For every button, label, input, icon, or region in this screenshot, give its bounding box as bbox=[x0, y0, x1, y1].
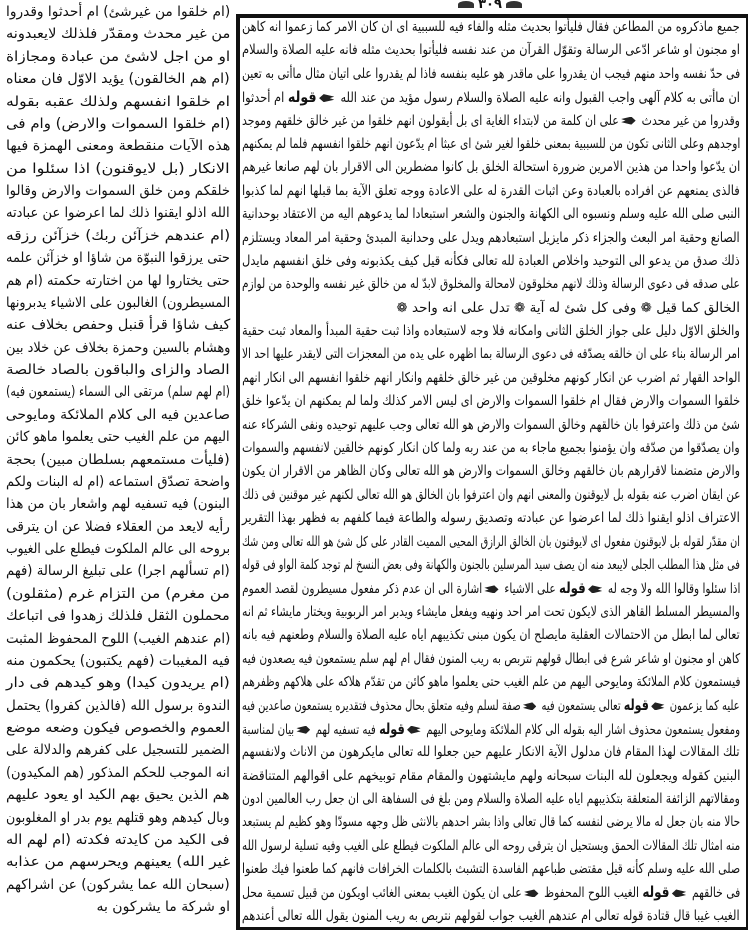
text-segment: بيان لمناسبة bbox=[241, 721, 295, 738]
line-content bbox=[242, 718, 740, 742]
text-segment: والخلق الاوّل دليل على جواز الخلق الثانى وامكانه فلا وجه لاستبعاده واذا ثبت حقية المبدأ والمعاد ثبت حقية bbox=[242, 323, 740, 340]
margin-text: الانكار (بل لايوقنون) اذا سئلوا من bbox=[6, 160, 230, 177]
page-number: ٣٠٩ bbox=[478, 0, 502, 12]
line-content bbox=[242, 367, 740, 390]
ornament-close-icon bbox=[484, 585, 498, 593]
margin-text: الصاد والزاى والباقون بالصاد خالصة bbox=[6, 362, 230, 378]
text-segment: صلى الله عليه وسلم كأنه قيل مقتضى طباعهم الفاسدة التشبث بالكلمات الخرافات فانهم كما طعنوا فيك طعنوا bbox=[241, 861, 740, 878]
main-text-line bbox=[242, 250, 740, 273]
ornament-icon bbox=[506, 1, 522, 8]
text-segment: جميع ماذكروه من المطاعن فقال فليأتوا بحديث مثله والفاء فيه للسببية اى ان كان الامر كما زعموا انه كاهن bbox=[242, 19, 740, 35]
text-segment: فى مثل هذا المطلب الجلى لايبعد منه ان يصف سيد المرسلين بالجنون والكهانة وفى بعض النسخ لم توجد كلمة الواو فى قوله bbox=[242, 556, 740, 573]
text-segment: كاهن او مجنون او شاعر شرع فى ابطال قولهم نتربص به ريب المنون فقال ام لهم سلم يستمعون فيه يصعدون فيه bbox=[241, 650, 740, 667]
line-content bbox=[242, 133, 740, 156]
text-segment: ام أحدثوا bbox=[242, 90, 285, 107]
line-content bbox=[242, 460, 740, 483]
line-content bbox=[242, 671, 740, 694]
margin-text: واضحة تصدّق استماعه (ام له البنات ولكم bbox=[5, 473, 230, 490]
text-segment: النبى صلى الله عليه وسلم ونسبوه الى الكهانة والجنون والشعر استبعادا لما يدعوهم اليه من الاعتقاد بوحدانية bbox=[241, 206, 740, 223]
main-text-line bbox=[242, 484, 740, 507]
main-text-line bbox=[242, 858, 740, 881]
margin-text: وبال كيدهم وهو قتلهم يوم بدر او المغلوبون bbox=[6, 809, 230, 826]
margin-text: هم الذين يحيق بهم الكيد او يعود عليهم bbox=[6, 787, 230, 804]
line-content bbox=[242, 39, 740, 62]
line-content bbox=[242, 811, 740, 834]
line-content bbox=[242, 110, 740, 133]
main-text-line bbox=[242, 835, 740, 858]
margin-text: البنون) فيه تسفيه لهم واشعار بان من هذا bbox=[6, 496, 230, 513]
margin-text: الله اذلو ايقنوا ذلك لما اعرضوا عن عبادته bbox=[6, 205, 230, 222]
text-segment: الواحد القهار ثم اضرب عن انكار كونهم مخلوقين من غير خالق خلقهم وانكار انهم خلقوا انفسهم الى انكار انهم bbox=[241, 369, 740, 386]
lemma-heading: قوله bbox=[642, 883, 670, 902]
text-segment: تعالى يستمعون فيه bbox=[541, 698, 622, 715]
line-content bbox=[242, 858, 740, 881]
main-text-line bbox=[242, 554, 740, 577]
text-segment: اوجدهم وعلى الثانى تكون من للسببية بمعنى خلقوا لغير شئ اى عبثا ام يدّعون انهم خلقوا انفسهم فلما لم يمكنهم bbox=[241, 135, 740, 152]
text-segment: فالذى يمنعهم عن افراده بالعبادة وعن اثبات القدرة له على الاعادة ووجه تعلق الآية بما قبلها انهم لما كذبوا bbox=[242, 182, 740, 199]
text-segment: امر الرسالة بناء على ان خالقه يصدّقه فى دعوى الرسالة بما اظهره على يده من المعجزات التى لايقدر عليها احد الا bbox=[242, 346, 740, 363]
main-text-line bbox=[242, 460, 740, 483]
margin-text: او من اجل لاشئ من عبادة ومجازاة bbox=[5, 48, 230, 65]
text-segment: منه امثال تلك المقالات الحمق ويستحيل ان يترقى روحه الى عالم الملكوت فيطلع على الغيب وفيه تسلية لرسول الله bbox=[241, 837, 740, 854]
margin-text: الندوة برسول الله (فالذين كفروا) يحتمل bbox=[5, 697, 230, 714]
margin-text: كيف شاؤا قرأ قنبل وحفص بخلاف عنه bbox=[5, 317, 230, 334]
line-content bbox=[242, 203, 740, 226]
text-segment: اذا سئلوا وقالوا الله ولا وجه له bbox=[607, 581, 740, 598]
main-text-line bbox=[242, 765, 740, 788]
ornament-icon bbox=[458, 1, 474, 8]
ornament-open-icon bbox=[407, 726, 421, 734]
text-segment: شئ من ذلك واعترفوا بان خالقهم وخالق السموات والارض هو الله تعالى وجب عليهم توحيده ونفى الشركاء عنه bbox=[242, 416, 740, 433]
main-text-line bbox=[242, 788, 740, 811]
text-segment: ومقالاتهم الزائفة المتعلقة بتكذيبهم اياه عليه الصلاة والسلام ومن بلغ فى السفاهة الى ان جعل رب العالمين ادون bbox=[242, 790, 740, 807]
text-segment: وان يصدّقوا من صدّقه وان يؤمنوا بجميع ماجاء به من عند ربه ولما كان انكار كونهم خالقين لانفسهم والسموات bbox=[242, 440, 740, 457]
main-text-line bbox=[242, 507, 740, 530]
line-content bbox=[242, 343, 740, 366]
main-text-line bbox=[242, 110, 740, 133]
line-content bbox=[242, 273, 740, 296]
text-segment: والمسيطر المسلط القاهر الذى لايكون تحت امر احد ونهيه ويفعل مايشاء ويدبر امر الربوبية ويختار مايشاء ثم انه bbox=[242, 603, 740, 620]
main-text-line bbox=[242, 648, 740, 671]
margin-text: بروحه الى عالم الملكوت فيطلع على الغيوب bbox=[6, 541, 230, 557]
ornament-close-icon bbox=[523, 702, 536, 710]
margin-text: (سبحان الله عما يشركون) عن اشراكهم bbox=[6, 876, 230, 893]
main-text-line bbox=[242, 156, 740, 179]
main-text-line bbox=[242, 343, 740, 366]
ornament-open-icon bbox=[651, 702, 664, 710]
line-content bbox=[242, 484, 740, 507]
text-segment: حالا منه بان جعل له مالا يرضى لنفسه كما قال تعالى واذا بشر احدهم بالانثى ظل وجهه مسودّا وهو كظيم لم يستبعد bbox=[241, 814, 740, 831]
margin-text: صاعدين فيه الى كلام الملائكة ومايوحى bbox=[5, 406, 230, 423]
text-segment: الخالق كما قيل ❁ وفى كل شئ له آية ❁ تدل على انه واحد ❁ bbox=[396, 299, 740, 316]
margin-text: (ام تسألهم اجرا) على تبليغ الرسالة (فهم bbox=[6, 563, 230, 580]
text-segment: ان مقدّر لقوله بل لايوقنون مفعول اى لايوقنون بان الخالق الرازق المحيى المميت القادر على كل شئ هو الله تعالى ومن شك bbox=[242, 533, 740, 550]
line-content bbox=[396, 297, 740, 320]
line-content bbox=[242, 320, 740, 343]
text-segment: تعالى لما ابطل من الاحتمالات العقلية مايصلح ان يكون مبنى تكذيبهم اياه عليه الصلاة والسلام وطعنهم فيه بانه bbox=[242, 627, 740, 644]
lemma-heading: قوله bbox=[287, 88, 317, 107]
margin-text: او شركة ما يشركون به bbox=[96, 899, 230, 915]
text-segment: والارض متضمنا لاقرارهم بان خالقهم وخالق السموات والارض هو الله تعالى وكان الظاهر من الاقرار ان يكون bbox=[241, 463, 740, 480]
margin-text: هذه الآيات منقطعة ومعنى الهمزة فيها bbox=[5, 138, 230, 155]
margin-text: غير الله) يعينهم ويحرسهم من عذابه bbox=[5, 854, 230, 871]
margin-text: (ام عندهم خزآئن ربك) خزآئن رزقه bbox=[5, 227, 230, 244]
ornament-close-icon bbox=[621, 117, 636, 125]
text-segment: خلقوا السموات والارض فقال ام خلقوا السموات والارض اى ليس الامر كذلك ولما لم يمكنهم ان يدّعوا خلق bbox=[241, 393, 740, 410]
main-text-line bbox=[242, 16, 740, 39]
text-segment: ذلك صدق من يدعو الى التوحيد واخلاص العبادة لله تعالى فكأنه قيل كيف يكذبونه وفى خلق انفسهم مايدل bbox=[242, 252, 740, 269]
main-text-line bbox=[242, 297, 740, 320]
text-segment: الصانع وحقية امر البعث والجزاء ذكر مايزيل استبعادهم ويدل على وحدانية المبدئ وحقية امر المعاد ويستلزم bbox=[242, 229, 740, 246]
text-segment: ان ماأتى به كلام آلهى واجب القبول وانه عليه الصلاة والسلام رسول مؤيد من عند الله bbox=[340, 90, 740, 107]
main-text-line bbox=[242, 180, 740, 203]
main-text-line bbox=[242, 437, 740, 460]
main-text-line bbox=[242, 367, 740, 390]
page-number-header bbox=[440, 0, 540, 14]
line-content bbox=[242, 835, 740, 858]
ornament-open-icon bbox=[588, 585, 602, 593]
margin-text: فى الكيد من كايدته فكدته (ام لهم اله bbox=[6, 831, 230, 848]
line-content bbox=[242, 16, 740, 39]
main-text-line bbox=[242, 741, 740, 764]
line-content bbox=[242, 531, 740, 554]
line-content bbox=[242, 437, 740, 460]
margin-text: وهشام بالسين وحمزة بخلاف عن خلاد بين bbox=[5, 339, 230, 356]
line-content bbox=[242, 601, 740, 624]
main-text-line bbox=[242, 811, 740, 834]
line-content bbox=[242, 227, 740, 250]
line-content bbox=[242, 390, 740, 413]
line-content bbox=[242, 554, 740, 577]
margin-text: العموم والخصوص فيكون وضعه موضع bbox=[5, 720, 230, 736]
main-text-line bbox=[242, 905, 740, 928]
margin-text: خلقكم ومن خلق السموات والارض وقالوا bbox=[5, 183, 230, 199]
ornament-close-icon bbox=[296, 726, 310, 734]
text-segment: الاعتراف اذلو ايقنوا ذلك لما اعرضوا عن عبادته وتصديق رسوله والطاعة فيما كلفهم به فظهر بهذا التقرير bbox=[242, 510, 740, 527]
text-segment: فى خالقهم bbox=[691, 885, 740, 902]
main-text-line bbox=[242, 577, 740, 600]
main-text-line bbox=[242, 414, 740, 437]
main-text-line bbox=[242, 624, 740, 647]
text-segment: وقدروا من غير محدث bbox=[641, 112, 740, 129]
margin-text: فيه المغيبات (فهم يكتبون) يحكمون منه bbox=[5, 652, 230, 669]
text-segment: فى حدّ نفسه واحد منهم فيجب ان يقدروا على ماقدر هو عليه بنفسه فاذا لم يقدروا على اتيان مثال ماأتى به تعين bbox=[241, 65, 740, 82]
main-text-line bbox=[242, 227, 740, 250]
line-content bbox=[242, 788, 740, 811]
line-content bbox=[242, 694, 740, 718]
line-content bbox=[242, 577, 740, 601]
text-segment: او مجنون او شاعر ادّعى الرسالة وتقوّل القرآن من عند نفسه فليأتوا بحديث مثله فانه عليه الصلاة والسلام bbox=[242, 42, 740, 59]
margin-text: (ام خلقوا من غيرشئ) ام أحدثوا وقدروا bbox=[5, 4, 230, 20]
lemma-heading: قوله bbox=[624, 696, 650, 715]
text-segment: على ان كلمة من لابتداء الغاية اى بل أيقولون انهم خلقوا من غير خالق خلقهم وموجد bbox=[242, 112, 619, 129]
main-text-line bbox=[242, 671, 740, 694]
margin-text: (ام لهم سلم) مرتقى الى السماء (يستمعون فيه) bbox=[6, 384, 230, 401]
text-segment: الغيب اللوح المحفوظ bbox=[543, 885, 639, 902]
lemma-heading: قوله bbox=[558, 579, 586, 598]
margin-text: ام خلقوا انفسهم ولذلك عقبه بقوله bbox=[5, 93, 230, 110]
line-content bbox=[242, 507, 740, 530]
margin-text: (ام خلقوا السموات والارض) وام فى bbox=[5, 115, 230, 132]
ornament-close-icon bbox=[524, 889, 538, 897]
line-content bbox=[242, 86, 740, 110]
margin-text: محملون الثقل فلذلك زهدوا فى اتباعك bbox=[6, 608, 230, 625]
margin-text: رأيه لايعد من العقلاء فضلا عن ان يترقى bbox=[6, 518, 230, 535]
text-segment: ومفعول يستمعون محذوف اشار اليه بقوله الى كلام الملائكة ومايوحى اليهم bbox=[426, 721, 740, 738]
text-segment: عليه كما يزعمون bbox=[670, 698, 740, 715]
margin-text: اليهم من علم الغيب حتى يعلموا ماهو كائن bbox=[6, 429, 230, 446]
main-text-line bbox=[242, 531, 740, 554]
line-content bbox=[242, 741, 740, 764]
text-segment: عن ايقان اضرب عنه بقوله بل لايوقنون والمعنى انهم وان اعترفوا بان الخالق هو الله تعالى لكنهم غير موقنين فى ذلك bbox=[241, 486, 740, 503]
line-content bbox=[242, 765, 740, 788]
main-text-line bbox=[242, 601, 740, 624]
margin-text: انه الموجب للحكم المذكور (هم المكيدون) bbox=[6, 764, 230, 781]
line-content bbox=[242, 156, 740, 179]
line-content bbox=[242, 414, 740, 437]
text-segment: على الاشياء bbox=[503, 581, 556, 598]
margin-text: حتى يختاروا لها من اختارته حكمته (ام هم bbox=[6, 272, 230, 289]
main-text-line bbox=[242, 694, 740, 717]
lemma-heading: قوله bbox=[379, 719, 405, 738]
margin-text: (ام يريدون كيدا) وهو كيدهم فى دار bbox=[6, 675, 230, 692]
text-segment: الغيب غيبا قال قتادة قوله تعالى ام عندهم الغيب جواب لقولهم نتربص به ريب المنون يقول الله تعالى أعندهم bbox=[242, 907, 740, 924]
main-text-line bbox=[242, 86, 740, 109]
text-segment: على ان يكون الغيب بمعنى الغائب اويكون من قبيل تسمية محل bbox=[241, 885, 522, 902]
line-content bbox=[242, 905, 740, 928]
main-text-line bbox=[242, 133, 740, 156]
main-commentary-column bbox=[242, 16, 740, 928]
line-content bbox=[242, 250, 740, 273]
main-text-line bbox=[242, 63, 740, 86]
line-content bbox=[242, 180, 740, 203]
main-text-line bbox=[242, 718, 740, 741]
text-segment: صفة لسلم وفيه متعلق بحال محذوف فتقديره يستمعون صاعدين فيه bbox=[242, 698, 522, 715]
margin-text: من مغرم) من التزام غرم (مثقلون) bbox=[6, 585, 230, 602]
main-text-line bbox=[242, 203, 740, 226]
margin-text: المسيطرون) الغالبون على الاشياء يدبرونها bbox=[5, 294, 230, 311]
main-text-line bbox=[242, 273, 740, 296]
text-segment: تلك المقالات لهذا المقام فان مدلول الآية الانكار عليهم حين جعلوا لله تعالى مايكرهون من الاناث ولانفسهم bbox=[242, 744, 740, 761]
line-content bbox=[242, 648, 740, 671]
main-text-line bbox=[242, 320, 740, 343]
text-segment: على صدقه فى دعوى الرسالة وذلك لانهم مخلوقون لامحالة والمخلوق لابدّ له من خالق غير نفسه والوحدة من لوازم bbox=[242, 276, 740, 293]
margin-text: من غير محدث ومقدّر فلذلك لايعبدونه bbox=[5, 26, 230, 43]
main-text-line bbox=[242, 881, 740, 904]
margin-text: الضمير للتسجيل على كفرهم والدلالة على bbox=[6, 742, 230, 759]
margin-text: حتى يرزقوا النبوّة من شاؤا او خزآئن علمه bbox=[6, 250, 230, 267]
text-segment: البنين كقوله ويجعلون لله البنات سبحانه ولهم مايشتهون والمقام مقام توبيخهم على اقوالهم المتناقضة bbox=[241, 767, 740, 784]
main-text-line bbox=[242, 39, 740, 62]
ornament-open-icon bbox=[672, 889, 686, 897]
margin-text: (ام عندهم الغيب) اللوح المحفوظ المثبت bbox=[5, 630, 230, 647]
ornament-open-icon bbox=[319, 94, 334, 102]
line-content bbox=[242, 881, 740, 905]
main-text-line bbox=[242, 390, 740, 413]
text-segment: فيستمعون كلام الملائكة ومايوحى اليهم من علم الغيب حتى يعلموا ماهو كائن من تقدّم هلاكه على هلاكهم وظفرهم bbox=[241, 673, 740, 690]
text-segment: فيه تسفيه لهم bbox=[315, 721, 376, 738]
margin-text: (ام هم الخالقون) يؤيد الاوّل فان معناه bbox=[6, 71, 230, 88]
text-segment: ان يدّعوا واحدا من هذين الامرين ضرورة استحالة الخلق بل كانوا مضطرين الى الاقرار بان لهم صانعا غيرهم bbox=[241, 159, 740, 176]
line-content bbox=[242, 63, 740, 86]
text-segment: اشارة الى ان عدم ذكر مفعول مسيطرون لقصد العموم bbox=[241, 581, 482, 598]
margin-text: (فليأت مستمعهم بسلطان مبين) بحجة bbox=[6, 451, 230, 468]
line-content bbox=[242, 624, 740, 647]
